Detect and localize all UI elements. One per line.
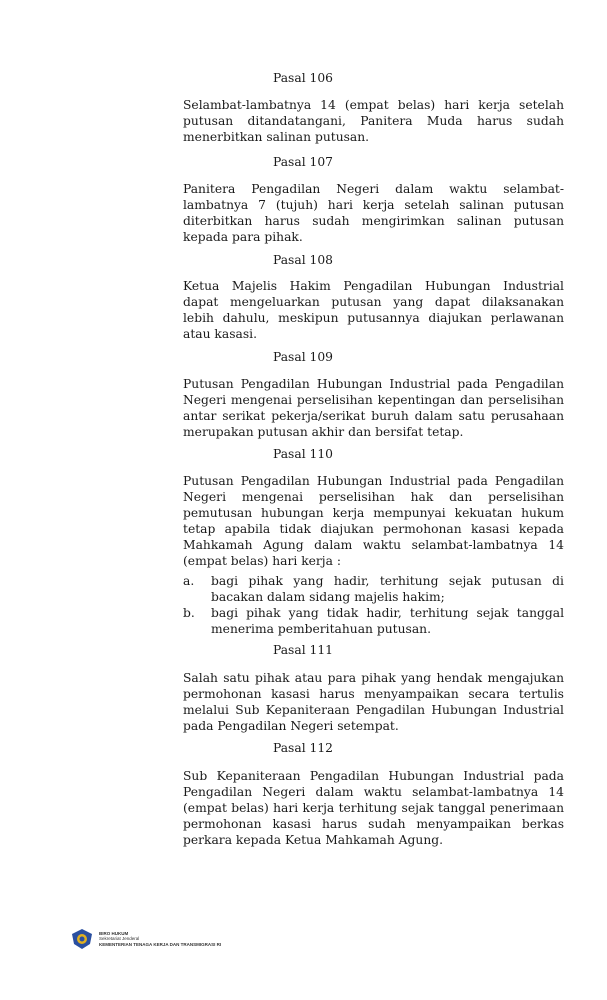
- footer: [70, 928, 221, 950]
- paragraph-line: pemutusan hubungan kerja mempunyai kekuatan hukum: [183, 506, 564, 520]
- article-title: Pasal 107: [273, 155, 334, 169]
- list-line: bagi pihak yang hadir, terhitung sejak putusan di: [211, 574, 564, 588]
- paragraph-line: tetap apabila tidak diajukan permohonan kasasi kepada: [183, 522, 564, 536]
- article-paragraph: [183, 768, 564, 848]
- paragraph-line: Salah satu pihak atau para pihak yang hendak mengajukan: [183, 671, 564, 685]
- list-text: [211, 573, 564, 605]
- footer-line-1: BIRO HUKUM: [99, 930, 129, 936]
- ministry-logo-icon: [70, 928, 94, 950]
- paragraph-line: Negeri mengenai perselisihan hak dan perselisihan: [183, 490, 564, 504]
- paragraph-line: Sub Kepaniteraan Pengadilan Hubungan Industrial pada: [183, 769, 564, 783]
- article-title: Pasal 109: [273, 350, 334, 364]
- paragraph-line: Negeri mengenai perselisihan kepentingan dan perselisihan: [183, 393, 564, 407]
- article-title: Pasal 110: [273, 447, 334, 461]
- article-title: Pasal 111: [273, 643, 334, 657]
- paragraph-line: atau kasasi.: [183, 327, 258, 341]
- paragraph-line: Panitera Pengadilan Negeri dalam waktu selambat-: [183, 182, 564, 196]
- article-paragraph: [183, 670, 564, 734]
- paragraph-line: Pengadilan Negeri dalam waktu selambat-lambatnya 14: [183, 785, 564, 799]
- paragraph-line: kepada para pihak.: [183, 230, 303, 244]
- list-text: [211, 605, 564, 637]
- article-paragraph: [183, 473, 564, 569]
- paragraph-line: menerbitkan salinan putusan.: [183, 130, 370, 144]
- list-line: bacakan dalam sidang majelis hakim;: [211, 590, 445, 604]
- article-paragraph: [183, 278, 564, 342]
- paragraph-line: (empat belas) hari kerja :: [183, 554, 341, 568]
- paragraph-line: lambatnya 7 (tujuh) hari kerja setelah salinan putusan: [183, 198, 564, 212]
- article-title: Pasal 106: [273, 71, 334, 85]
- article-paragraph: [183, 376, 564, 440]
- paragraph-line: melalui Sub Kepaniteraan Pengadilan Hubungan Industrial: [183, 703, 564, 717]
- paragraph-line: merupakan putusan akhir dan bersifat tetap.: [183, 425, 464, 439]
- paragraph-line: lebih dahulu, meskipun putusannya diajukan perlawanan: [183, 311, 564, 325]
- paragraph-line: putusan ditandatangani, Panitera Muda harus sudah: [183, 114, 564, 128]
- list-item: [183, 573, 564, 605]
- paragraph-line: dapat mengeluarkan putusan yang dapat dilaksanakan: [183, 295, 564, 309]
- list-marker: b.: [183, 606, 195, 620]
- list-item: [183, 605, 564, 637]
- article-title: Pasal 112: [273, 741, 334, 755]
- paragraph-line: (empat belas) hari kerja terhitung sejak tanggal penerimaan: [183, 801, 564, 815]
- article-title: Pasal 108: [273, 253, 334, 267]
- article-paragraph: [183, 181, 564, 245]
- paragraph-line: permohonan kasasi harus sudah menyampaikan berkas: [183, 817, 564, 831]
- paragraph-line: pada Pengadilan Negeri setempat.: [183, 719, 399, 733]
- paragraph-line: diterbitkan harus sudah mengirimkan salinan putusan: [183, 214, 564, 228]
- paragraph-line: Putusan Pengadilan Hubungan Industrial pada Pengadilan: [183, 474, 564, 488]
- paragraph-line: Putusan Pengadilan Hubungan Industrial pada Pengadilan: [183, 377, 564, 391]
- paragraph-line: Mahkamah Agung dalam waktu selambat-lambatnya 14: [183, 538, 564, 552]
- paragraph-line: permohonan kasasi harus menyampaikan secara tertulis: [183, 687, 564, 701]
- paragraph-line: Selambat-lambatnya 14 (empat belas) hari kerja setelah: [183, 98, 564, 112]
- paragraph-line: perkara kepada Ketua Mahkamah Agung.: [183, 833, 444, 847]
- footer-line-3: KEMENTERIAN TENAGA KERJA DAN TRANSMIGRASI RI: [99, 941, 222, 947]
- list-marker: a.: [183, 574, 195, 588]
- article-paragraph: [183, 97, 564, 145]
- paragraph-line: Ketua Majelis Hakim Pengadilan Hubungan Industrial: [183, 279, 564, 293]
- paragraph-line: antar serikat pekerja/serikat buruh dalam satu perusahaan: [183, 409, 564, 423]
- list-line: bagi pihak yang tidak hadir, terhitung sejak tanggal: [211, 606, 564, 620]
- list-line: menerima pemberitahuan putusan.: [211, 622, 432, 636]
- footer-line-2: Sekretariat Jenderal: [99, 936, 140, 942]
